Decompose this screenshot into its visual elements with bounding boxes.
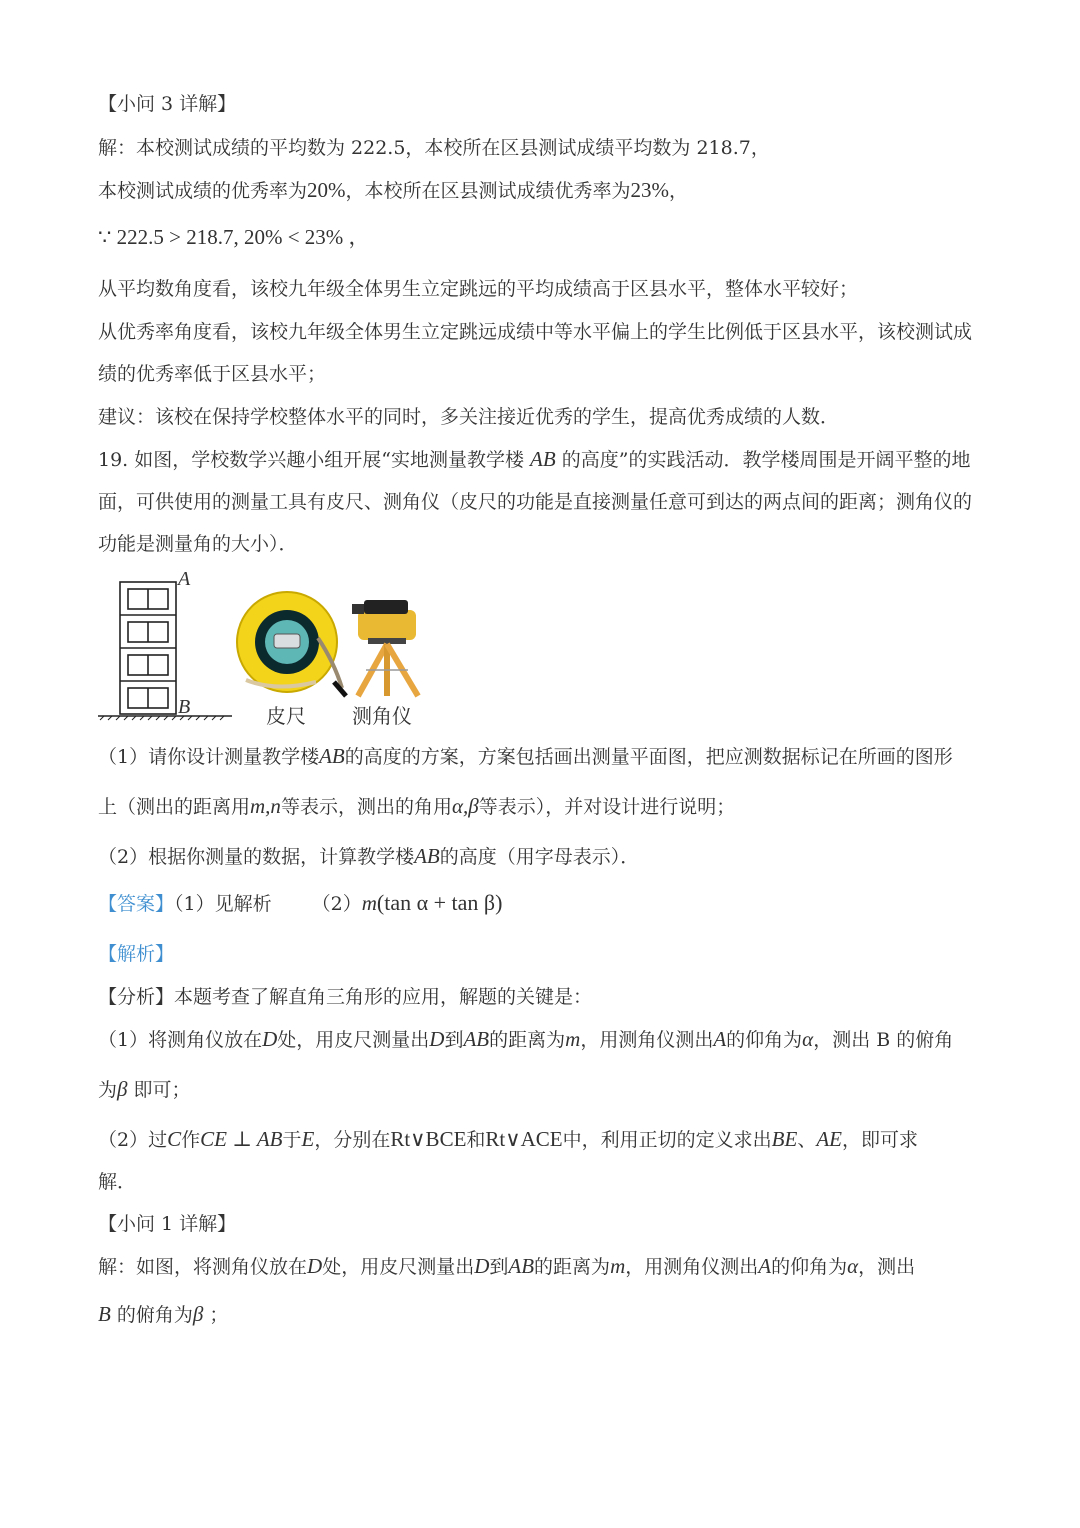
- math: AB: [319, 744, 345, 768]
- math: α: [847, 1254, 859, 1278]
- math: AB: [508, 1254, 535, 1278]
- caption-tape: 皮尺: [266, 704, 306, 728]
- math: CE ⊥ AB: [200, 1127, 283, 1151]
- math: A: [713, 1027, 727, 1051]
- text: 到: [489, 1256, 509, 1278]
- text: （1）将测角仪放在: [98, 1029, 263, 1051]
- label-b: B: [178, 696, 191, 718]
- solution-line: 绩的优秀率低于区县水平；: [98, 363, 327, 385]
- math: β: [117, 1077, 128, 1101]
- text: ，分别在: [314, 1129, 391, 1151]
- caption-theodolite: 测角仪: [352, 704, 412, 728]
- solution-line: 从优秀率角度看，该校九年级全体男生立定跳远成绩中等水平偏上的学生比例低于区县水平，该校测试成: [98, 321, 973, 343]
- subquestion-2: [98, 844, 639, 869]
- text: ，本校所在区县测试成绩优秀率为: [345, 180, 631, 202]
- math: AE: [816, 1127, 842, 1151]
- text: 本校测试成绩的优秀率为: [98, 180, 308, 202]
- math: m,n: [250, 794, 281, 818]
- text: 的距离为: [534, 1256, 611, 1278]
- math: m: [610, 1254, 626, 1278]
- text: 和: [466, 1129, 486, 1151]
- question-19: [98, 447, 970, 472]
- analysis-tag: 【解析】: [98, 943, 175, 965]
- text: 于: [282, 1129, 302, 1151]
- subquestion-3-heading: 【小问 3 详解】: [98, 93, 237, 115]
- analysis-line: 解．: [98, 1171, 137, 1193]
- text: 、: [797, 1129, 817, 1151]
- text: 即可；: [133, 1079, 191, 1101]
- text: 作: [181, 1129, 201, 1151]
- text: 的高度”的实践活动．教学楼周围是开阔平整的地: [561, 449, 971, 471]
- text: 的俯角为: [116, 1304, 193, 1326]
- theodolite-picture: [352, 600, 418, 696]
- text: （2）根据你测量的数据，计算教学楼: [98, 846, 415, 868]
- math: D: [262, 1027, 278, 1051]
- text: 的仰角为: [726, 1029, 803, 1051]
- analysis-intro: 【分析】本题考查了解直角三角形的应用，解题的关键是：: [98, 986, 593, 1008]
- question-line: 功能是测量角的大小）．: [98, 533, 298, 555]
- analysis-line: [98, 1077, 191, 1102]
- text: 的仰角为: [771, 1256, 848, 1278]
- solution-line: 从平均数角度看，该校九年级全体男生立定跳远的平均成绩高于区县水平，整体水平较好；: [98, 278, 859, 300]
- text: 的高度（用字母表示）．: [439, 846, 640, 868]
- text: 等表示），并对设计进行说明；: [478, 796, 736, 818]
- text: （2）过: [98, 1129, 168, 1151]
- text: 的距离为: [489, 1029, 566, 1051]
- building-drawing: [98, 582, 232, 716]
- text: 中，利用正切的定义求出: [562, 1129, 772, 1151]
- subquestion-1: [98, 744, 953, 769]
- math: β: [192, 1302, 204, 1326]
- text: 到: [444, 1029, 464, 1051]
- math: D: [307, 1254, 323, 1278]
- measurement-figure: [96, 570, 436, 730]
- math: α: [802, 1027, 814, 1051]
- text: 处，用皮尺测量出: [277, 1029, 430, 1051]
- text: ；: [209, 1304, 229, 1326]
- answer-2-formula: (tan α + tan β): [376, 890, 503, 915]
- solution-line: [98, 1302, 228, 1327]
- answer-2-label: （2）: [311, 893, 362, 915]
- math: Rt∨ACE: [485, 1127, 563, 1151]
- solution-line: 解：本校测试成绩的平均数为 222.5，本校所在区县测试成绩平均数为 218.7，: [98, 137, 770, 159]
- answer-1: （1）见解析: [174, 893, 272, 915]
- text: 处，用皮尺测量出: [322, 1256, 475, 1278]
- text: ，测出 B 的俯角: [813, 1029, 954, 1051]
- tape-measure-picture: [237, 592, 346, 696]
- math: α,β: [451, 794, 479, 818]
- subquestion-1-heading: 【小问 1 详解】: [98, 1213, 237, 1235]
- text: （1）请你设计测量教学楼: [98, 746, 320, 768]
- math: B: [98, 1302, 111, 1326]
- math: BE: [771, 1127, 798, 1151]
- text: 等表示，测出的角用: [280, 796, 452, 818]
- math: 23%: [630, 178, 670, 202]
- math: AB: [414, 844, 440, 868]
- text: ，即可求: [841, 1129, 918, 1151]
- math: m: [565, 1027, 581, 1051]
- question-line: 面，可供使用的测量工具有皮尺、测角仪（皮尺的功能是直接测量任意可到达的两点间的距离；测角仪的: [98, 491, 973, 513]
- text: 19. 如图，学校数学兴趣小组开展“实地测量教学楼: [98, 449, 524, 471]
- math: 20%: [307, 178, 346, 202]
- math: E: [301, 1127, 315, 1151]
- math: AB: [530, 447, 556, 471]
- math: D: [474, 1254, 490, 1278]
- solution-line: [98, 1254, 915, 1279]
- text: 上（测出的距离用: [98, 796, 251, 818]
- math: m: [361, 891, 377, 915]
- analysis-line: [98, 1027, 953, 1052]
- analysis-line: [98, 1127, 918, 1152]
- math: Rt∨BCE: [390, 1127, 467, 1151]
- subquestion-1-cont: [98, 794, 735, 819]
- math: C: [167, 1127, 182, 1151]
- text: 的高度的方案，方案包括画出测量平面图，把应测数据标记在所画的图形: [344, 746, 953, 768]
- math: A: [758, 1254, 772, 1278]
- solution-line: 建议：该校在保持学校整体水平的同时，多关注接近优秀的学生，提高优秀成绩的人数．: [98, 406, 840, 428]
- math: D: [429, 1027, 445, 1051]
- answer-tag: 【答案】: [98, 893, 175, 915]
- text: ，测出: [858, 1256, 916, 1278]
- label-a: A: [178, 568, 191, 590]
- comparison-formula: ∵ 222.5 > 218.7, 20% < 23% ，: [98, 225, 370, 249]
- text: 解：如图，将测角仪放在: [98, 1256, 308, 1278]
- text: ，: [669, 180, 689, 202]
- math: AB: [463, 1027, 490, 1051]
- text: 为: [98, 1079, 118, 1101]
- text: ，用测角仪测出: [625, 1256, 759, 1278]
- solution-line: [98, 178, 688, 203]
- text: ，用测角仪测出: [580, 1029, 714, 1051]
- answer-line: [98, 891, 502, 916]
